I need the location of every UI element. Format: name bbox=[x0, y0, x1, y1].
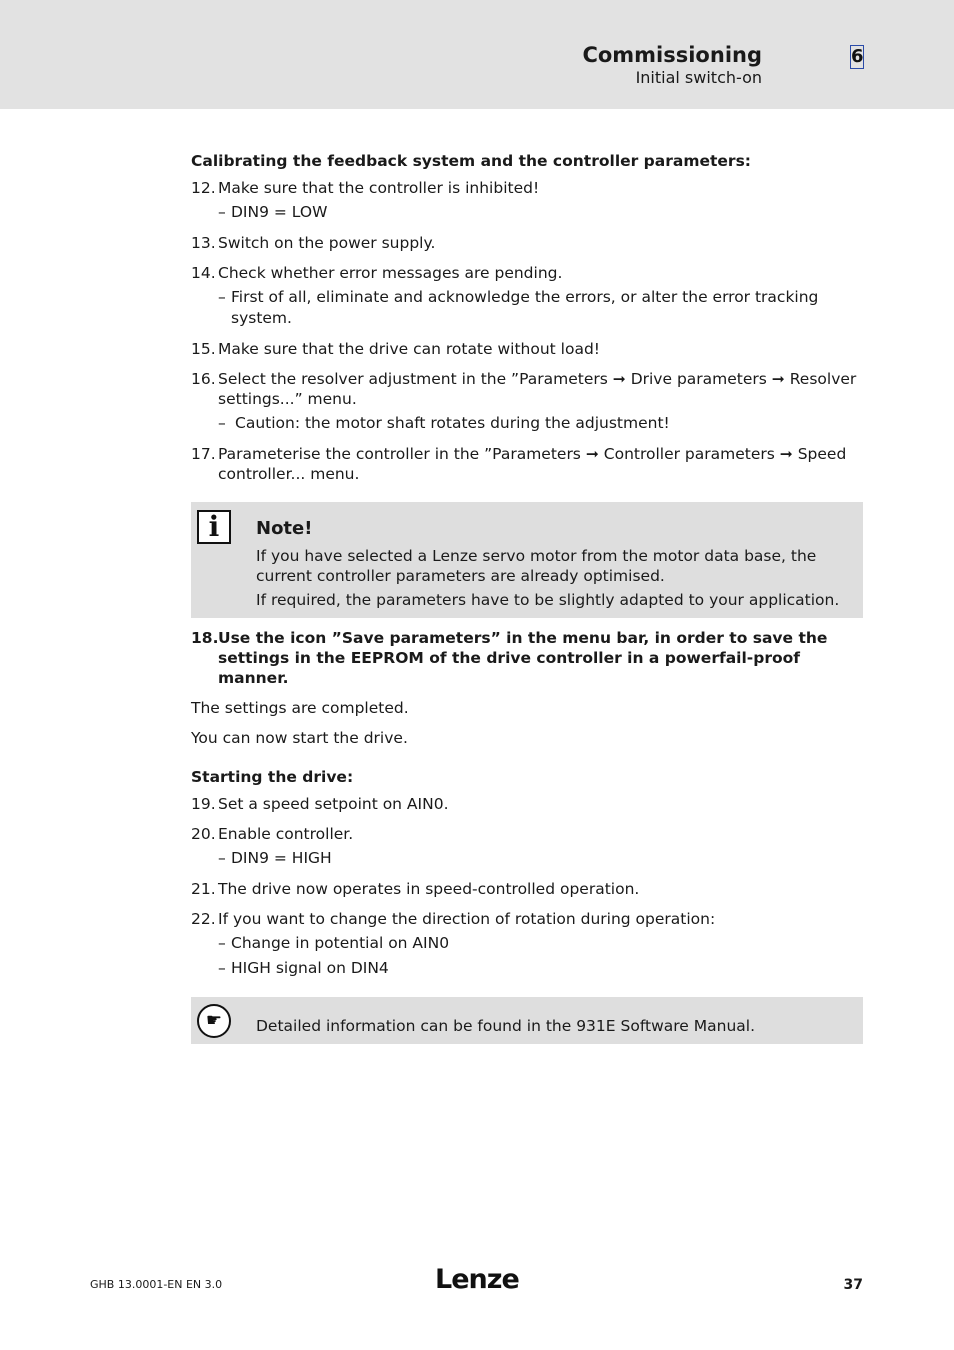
sub-item-text: Change in potential on AIN0 bbox=[231, 934, 450, 952]
menu-path-part: Parameterise the controller in the ”Parameters bbox=[218, 445, 581, 463]
list-item bbox=[191, 233, 863, 253]
item-number: 19. bbox=[191, 795, 216, 813]
list-item bbox=[191, 263, 863, 329]
lenze-logo: Lenze bbox=[435, 1264, 519, 1295]
list-item bbox=[191, 444, 863, 484]
note-title: Note! bbox=[256, 518, 313, 539]
dash-marker: – bbox=[218, 849, 226, 867]
item-number: 18. bbox=[191, 629, 219, 647]
sub-item bbox=[218, 287, 863, 329]
sub-item bbox=[218, 413, 863, 434]
item-number: 15. bbox=[191, 340, 216, 358]
document-id: GHB 13.0001-EN EN 3.0 bbox=[90, 1278, 223, 1291]
item-text: If you want to change the direction of rotation during operation: bbox=[218, 910, 716, 928]
page-header bbox=[0, 0, 954, 109]
paragraph: The settings are completed. bbox=[191, 699, 409, 717]
section-heading-starting: Starting the drive: bbox=[191, 768, 354, 786]
paragraph: You can now start the drive. bbox=[191, 729, 408, 747]
item-number: 14. bbox=[191, 264, 216, 282]
item-text: The drive now operates in speed-controlled operation. bbox=[218, 880, 640, 898]
item-text: Use the icon ”Save parameters” in the menu bar, in order to save the settings in the EEPROM of the drive controller in a powerfail-proof manner. bbox=[218, 629, 828, 687]
arrow-right-icon: ➞ bbox=[771, 370, 785, 388]
arrow-right-icon: ➞ bbox=[612, 370, 626, 388]
dash-marker: – bbox=[218, 959, 226, 977]
list-item bbox=[191, 369, 863, 434]
list-item bbox=[191, 628, 863, 688]
arrow-right-icon: ➞ bbox=[779, 445, 793, 463]
note-box bbox=[191, 502, 863, 618]
arrow-right-icon: ➞ bbox=[585, 445, 599, 463]
note-text: If required, the parameters have to be slightly adapted to your application. bbox=[256, 591, 840, 609]
sub-item-text: Caution: the motor shaft rotates during the adjustment! bbox=[235, 414, 670, 432]
menu-path-part: Speed controller... menu. bbox=[218, 445, 847, 483]
sub-item-text: DIN9 = HIGH bbox=[231, 849, 332, 867]
dash-marker: – bbox=[218, 414, 226, 432]
dash-marker: – bbox=[218, 288, 226, 306]
sub-item bbox=[218, 848, 863, 869]
item-text bbox=[218, 369, 863, 409]
chapter-number[interactable]: 6 bbox=[851, 46, 864, 67]
sub-item bbox=[218, 933, 863, 954]
item-text: Switch on the power supply. bbox=[218, 234, 436, 252]
item-number: 12. bbox=[191, 179, 216, 197]
item-text: Enable controller. bbox=[218, 825, 354, 843]
info-box bbox=[191, 997, 863, 1044]
item-text: Set a speed setpoint on AIN0. bbox=[218, 795, 449, 813]
menu-path-part: Select the resolver adjustment in the ”Parameters bbox=[218, 370, 608, 388]
menu-path-part: Controller parameters bbox=[603, 445, 775, 463]
section-heading-calibration: Calibrating the feedback system and the controller parameters: bbox=[191, 152, 751, 170]
item-number: 22. bbox=[191, 910, 216, 928]
item-number: 21. bbox=[191, 880, 216, 898]
list-item bbox=[191, 879, 863, 899]
list-item bbox=[191, 178, 863, 223]
list-item bbox=[191, 339, 863, 359]
note-text: If you have selected a Lenze servo motor from the motor data base, the current controller parameters are already optimised. bbox=[256, 547, 817, 585]
menu-path-part: Drive parameters bbox=[630, 370, 767, 388]
sub-item bbox=[218, 958, 863, 979]
chapter-title: Commissioning bbox=[582, 43, 762, 67]
item-text bbox=[218, 444, 863, 484]
info-text: Detailed information can be found in the 931E Software Manual. bbox=[256, 1017, 756, 1035]
sub-item bbox=[218, 202, 863, 223]
main-content bbox=[191, 150, 863, 1044]
page-number: 37 bbox=[843, 1277, 863, 1293]
list-item bbox=[191, 794, 863, 814]
sub-item-text: HIGH signal on DIN4 bbox=[231, 959, 389, 977]
dash-marker: – bbox=[218, 934, 226, 952]
item-number: 20. bbox=[191, 825, 216, 843]
item-number: 13. bbox=[191, 234, 216, 252]
item-text: Check whether error messages are pending. bbox=[218, 264, 563, 282]
item-text: Make sure that the controller is inhibited! bbox=[218, 179, 540, 197]
sub-item-text: First of all, eliminate and acknowledge the errors, or alter the error tracking system. bbox=[231, 288, 819, 327]
dash-marker: – bbox=[218, 203, 226, 221]
section-subtitle: Initial switch-on bbox=[635, 68, 762, 87]
manual-reference-icon: ☛ bbox=[197, 1004, 231, 1038]
item-number: 17. bbox=[191, 445, 216, 463]
list-item bbox=[191, 824, 863, 869]
item-text: Make sure that the drive can rotate without load! bbox=[218, 340, 601, 358]
info-icon: i bbox=[197, 510, 231, 544]
item-number: 16. bbox=[191, 370, 216, 388]
list-item bbox=[191, 909, 863, 979]
sub-item-text: DIN9 = LOW bbox=[231, 203, 328, 221]
menu-path-part: Resolver settings...” menu. bbox=[218, 370, 857, 408]
